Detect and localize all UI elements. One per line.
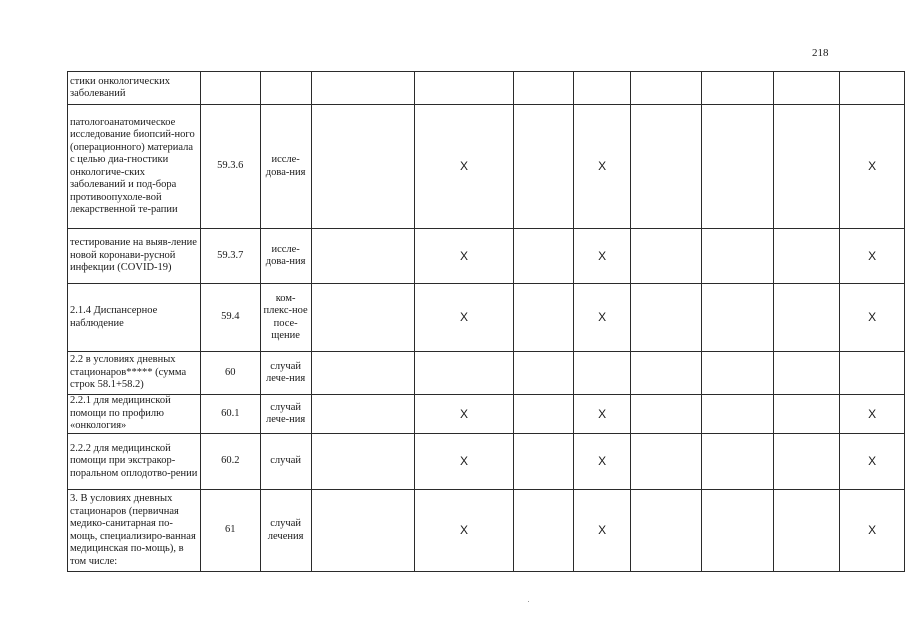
empty-cell (631, 105, 702, 229)
mark-cell: X (415, 229, 514, 284)
mark-cell: X (573, 105, 630, 229)
mark-cell: X (415, 284, 514, 352)
mark-cell: X (840, 395, 905, 434)
mark-cell (415, 352, 514, 395)
mark-cell (840, 72, 905, 105)
row-code-cell: 61 (201, 490, 261, 572)
mark-cell: X (415, 434, 514, 490)
mark-cell: X (840, 434, 905, 490)
empty-cell (631, 490, 702, 572)
empty-cell (311, 105, 414, 229)
row-name-cell: 2.1.4 Диспансерное наблюдение (68, 284, 201, 352)
empty-cell (773, 72, 840, 105)
unit-cell: случай лечения (260, 490, 311, 572)
mark-cell: X (573, 229, 630, 284)
table-row (68, 72, 905, 105)
mark-cell: X (840, 490, 905, 572)
table-row (68, 105, 905, 229)
row-name-cell: 3. В условиях дневных стационаров (первичная медико-санитарная по-мощь, специализиро-ванная медицинская по-мощь), в том числе: (68, 490, 201, 572)
empty-cell (311, 284, 414, 352)
table-row (68, 352, 905, 395)
mark-cell (415, 72, 514, 105)
empty-cell (513, 490, 573, 572)
mark-cell: X (840, 229, 905, 284)
table-row (68, 395, 905, 434)
empty-cell (513, 284, 573, 352)
row-name-cell: 2.2.1 для медицинской помощи по профилю «онкология» (68, 395, 201, 434)
table-body (68, 72, 905, 572)
empty-cell (773, 105, 840, 229)
page-number: 218 (812, 47, 829, 59)
empty-cell (702, 490, 773, 572)
row-code-cell: 60.1 (201, 395, 261, 434)
empty-cell (513, 105, 573, 229)
empty-cell (773, 490, 840, 572)
empty-cell (631, 229, 702, 284)
empty-cell (773, 229, 840, 284)
row-name-cell: тестирование на выяв-ление новой коронави-русной инфекции (COVID-19) (68, 229, 201, 284)
unit-cell: случай лече-ния (260, 352, 311, 395)
empty-cell (513, 395, 573, 434)
row-code-cell: 59.4 (201, 284, 261, 352)
row-code-cell: 60 (201, 352, 261, 395)
empty-cell (513, 229, 573, 284)
row-name-cell: стики онкологических заболеваний (68, 72, 201, 105)
mark-cell (573, 72, 630, 105)
unit-cell: иссле-дова-ния (260, 229, 311, 284)
row-name-cell: 2.2.2 для медицинской помощи при экстракор-поральном оплодотво-рении (68, 434, 201, 490)
empty-cell (702, 72, 773, 105)
empty-cell (513, 352, 573, 395)
mark-cell: X (415, 105, 514, 229)
empty-cell (702, 229, 773, 284)
empty-cell (513, 72, 573, 105)
empty-cell (773, 434, 840, 490)
row-name-cell: патологоанатомическое исследование биопсий-ного (операционного) материала с целью диа-гностики онкологиче-ских заболеваний и под-бора противоопухоле-вой лекарственной те-рапии (68, 105, 201, 229)
unit-cell (260, 72, 311, 105)
table-row (68, 434, 905, 490)
mark-cell: X (415, 490, 514, 572)
empty-cell (513, 434, 573, 490)
empty-cell (773, 284, 840, 352)
data-table (67, 71, 905, 572)
mark-cell (573, 352, 630, 395)
mark-cell (840, 352, 905, 395)
row-code-cell: 59.3.6 (201, 105, 261, 229)
scan-speck (528, 601, 529, 602)
empty-cell (311, 352, 414, 395)
table-row (68, 490, 905, 572)
empty-cell (702, 395, 773, 434)
mark-cell: X (573, 395, 630, 434)
row-code-cell: 59.3.7 (201, 229, 261, 284)
empty-cell (311, 490, 414, 572)
empty-cell (311, 395, 414, 434)
empty-cell (631, 284, 702, 352)
mark-cell: X (415, 395, 514, 434)
row-code-cell: 60.2 (201, 434, 261, 490)
empty-cell (311, 229, 414, 284)
empty-cell (311, 434, 414, 490)
row-code-cell (201, 72, 261, 105)
unit-cell: случай лече-ния (260, 395, 311, 434)
table-row (68, 284, 905, 352)
empty-cell (702, 352, 773, 395)
empty-cell (631, 72, 702, 105)
empty-cell (311, 72, 414, 105)
mark-cell: X (573, 284, 630, 352)
mark-cell: X (840, 284, 905, 352)
mark-cell: X (573, 434, 630, 490)
empty-cell (773, 395, 840, 434)
table-row (68, 229, 905, 284)
unit-cell: ком-плекс-ное посе-щение (260, 284, 311, 352)
unit-cell: иссле-дова-ния (260, 105, 311, 229)
mark-cell: X (840, 105, 905, 229)
mark-cell: X (573, 490, 630, 572)
empty-cell (631, 352, 702, 395)
empty-cell (702, 105, 773, 229)
row-name-cell: 2.2 в условиях дневных стационаров***** (сумма строк 58.1+58.2) (68, 352, 201, 395)
unit-cell: случай (260, 434, 311, 490)
empty-cell (702, 434, 773, 490)
empty-cell (631, 395, 702, 434)
empty-cell (631, 434, 702, 490)
empty-cell (773, 352, 840, 395)
empty-cell (702, 284, 773, 352)
